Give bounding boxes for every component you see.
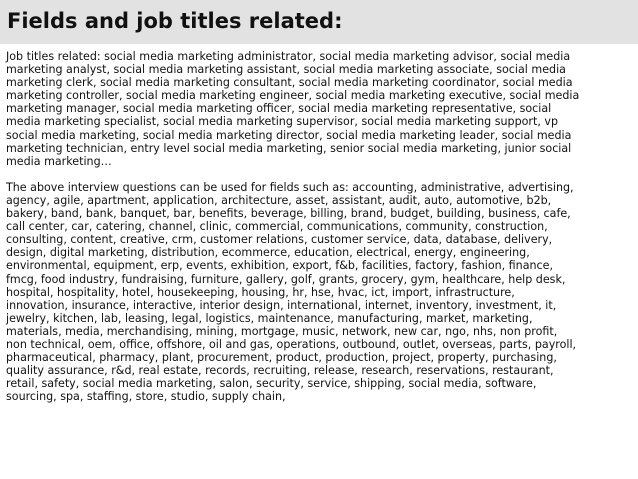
slide-body (6, 50, 634, 403)
job-titles-paragraph: Job titles related: social media marketing administrator, social media marketing advisor, social media marketing analyst, social media marketing assistant, social media marketing associate, social media marketing clerk, social media marketing consultant, social media marketing coordinator, social media marketing controller, social media marketing engineer, social media marketing executive, social media marketing manager, social media marketing officer, social media marketing representative, social media marketing specialist, social media marketing supervisor, social media marketing support, vp social media marketing, social media marketing director, social media marketing leader, social media marketing technician, entry level social media marketing, senior social media marketing, junior social media marketing… (6, 50, 580, 168)
fields-paragraph: The above interview questions can be used for fields such as: accounting, administrative, advertising, agency, agile, apartment, application, architecture, asset, assistant, audit, auto, automotive, b2b, bakery, band, bank, banquet, bar, benefits, beverage, billing, brand, budget, building, business, cafe, call center, car, catering, channel, clinic, commercial, communications, community, construction, consulting, content, creative, crm, customer relations, customer service, data, database, delivery, design, digital marketing, distribution, ecommerce, education, electrical, energy, engineering, environmental, equipment, erp, events, exhibition, export, f&b, facilities, factory, fashion, finance, fmcg, food industry, fundraising, furniture, gallery, golf, grants, grocery, gym, healthcare, help desk, hospital, hospitality, hotel, housekeeping, housing, hr, hse, hvac, ict, import, infrastructure, innovation, insurance, interactive, interior design, international, internet, inventory, investment, it, jewelry, kitchen, lab, leasing, legal, logistics, maintenance, manufacturing, market, marketing, materials, media, merchandising, mining, mortgage, music, network, new car, ngo, nhs, non profit, non technical, oem, office, offshore, oil and gas, operations, outbound, outlet, overseas, parts, payroll, pharmaceutical, pharmacy, plant, procurement, product, production, project, property, purchasing, quality assurance, r&d, real estate, records, recruiting, release, research, reservations, restaurant, retail, safety, social media marketing, salon, security, service, shipping, social media, software, sourcing, spa, staffing, store, studio, supply chain, (6, 180, 577, 404)
slide-title: Fields and job titles related: (7, 9, 343, 33)
title-band (0, 0, 638, 44)
